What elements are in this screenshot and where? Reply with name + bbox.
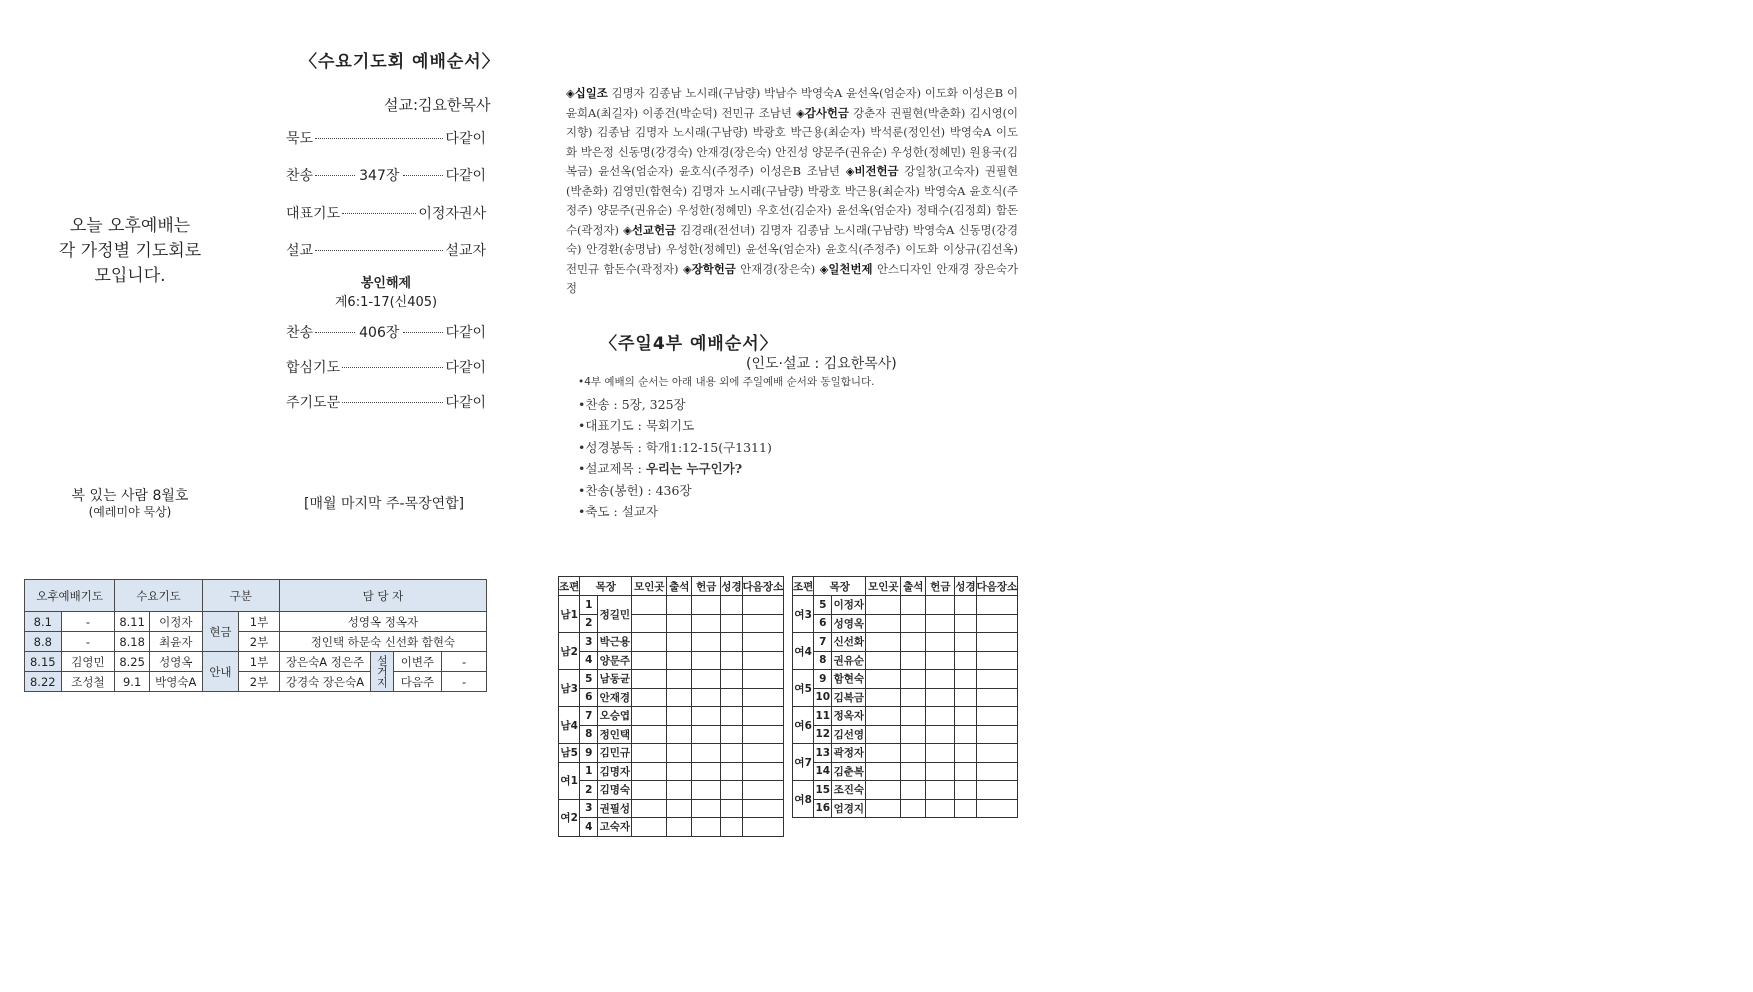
group-cell: 여8 (793, 781, 814, 818)
member-number: 15 (814, 781, 832, 800)
member-number: 11 (814, 707, 832, 726)
blank-cell (955, 614, 976, 633)
blank-cell (742, 651, 784, 670)
blank-cell (955, 744, 976, 763)
group-cell: 남2 (559, 633, 580, 670)
duty-header-afternoon-prayer: 오후예배기도 (25, 580, 115, 612)
member-number: 7 (814, 633, 832, 652)
blank-cell (692, 707, 721, 726)
sermon-title: 봉인해제 (360, 276, 412, 291)
blank-cell (742, 670, 784, 689)
table-row (793, 596, 1018, 615)
order-row-united-prayer: 합심기도 다같이 (286, 360, 486, 376)
blank-cell (955, 596, 976, 615)
blank-cell (692, 614, 721, 633)
offering-names: 안재경(장은숙) (740, 261, 816, 276)
blank-cell (692, 744, 721, 763)
blank-cell (692, 799, 721, 818)
blank-cell (976, 670, 1018, 689)
order-row-silent-prayer: 묵도 다같이 (286, 131, 486, 147)
sunday-item: •축도 : 설교자 (578, 504, 658, 519)
blank-cell (632, 614, 667, 633)
blank-cell (926, 651, 955, 670)
member-number: 1 (580, 762, 598, 781)
blank-cell (866, 781, 901, 800)
wednesday-sermon-by: 설교:김요한목사 (384, 96, 491, 114)
sunday-item: •찬송(봉헌) : 436장 (578, 482, 692, 498)
blank-cell (866, 651, 901, 670)
sunday-item: •대표기도 : 묵회기도 (578, 418, 695, 433)
blank-cell (667, 744, 692, 763)
blank-cell (632, 596, 667, 615)
member-number: 3 (580, 633, 598, 652)
offering-names: 김명자 김종남 노시래(구남량) 박남수 박영숙A 윤선옥(엄순자) 이도화 이성은B 이윤희A(최길자) 이종건(박순덕) 전민규 조남년 (566, 86, 1018, 120)
blank-cell (901, 799, 926, 818)
blank-cell (692, 633, 721, 652)
blank-cell (632, 762, 667, 781)
blank-cell (955, 633, 976, 652)
member-number: 6 (580, 688, 598, 707)
member-name: 곽정자 (832, 744, 866, 763)
blank-cell (742, 688, 784, 707)
blank-cell (742, 818, 784, 837)
blank-cell (742, 614, 784, 633)
blank-cell (901, 707, 926, 726)
blank-cell (667, 633, 692, 652)
attendance-header: 성경 (955, 577, 976, 596)
blank-cell (866, 670, 901, 689)
blank-cell (721, 596, 742, 615)
member-name: 김명숙 (598, 781, 632, 800)
member-name: 김선영 (832, 725, 866, 744)
member-number: 14 (814, 762, 832, 781)
blank-cell (866, 633, 901, 652)
blank-cell (976, 688, 1018, 707)
member-name: 성영옥 (832, 614, 866, 633)
member-name: 권필성 (598, 799, 632, 818)
blank-cell (926, 762, 955, 781)
blank-cell (926, 799, 955, 818)
member-name: 오승엽 (598, 707, 632, 726)
sermon-verse: 계6:1-17(신405) (334, 295, 438, 310)
blank-cell (926, 633, 955, 652)
table-row (559, 688, 784, 707)
blank-cell (866, 744, 901, 763)
table-row (559, 707, 784, 726)
blank-cell (901, 633, 926, 652)
table-row (793, 725, 1018, 744)
member-name: 김명자 (598, 762, 632, 781)
sunday-subtitle: (인도·설교 : 김요한목사) (746, 356, 897, 372)
blank-cell (742, 596, 784, 615)
blank-cell (632, 633, 667, 652)
member-number: 9 (814, 670, 832, 689)
blank-cell (926, 725, 955, 744)
blank-cell (721, 614, 742, 633)
blank-cell (742, 799, 784, 818)
attendance-header: 다음장소 (976, 577, 1018, 596)
group-cell: 남3 (559, 670, 580, 707)
sunday-title: 〈주일4부 예배순서〉 (600, 334, 778, 354)
member-name: 김복금 (832, 688, 866, 707)
attendance-table-right (792, 576, 1018, 818)
member-name: 신선화 (832, 633, 866, 652)
blessed-person-subtitle: (예레미야 묵상) (88, 505, 172, 519)
table-row (793, 651, 1018, 670)
member-number: 9 (580, 744, 598, 763)
attendance-header: 모인곳 (632, 577, 667, 596)
blank-cell (692, 762, 721, 781)
blank-cell (955, 725, 976, 744)
attendance-header: 성경 (721, 577, 742, 596)
group-cell: 여7 (793, 744, 814, 781)
blank-cell (901, 596, 926, 615)
blank-cell (976, 651, 1018, 670)
attendance-header: 모인곳 (866, 577, 901, 596)
member-name: 정옥자 (832, 707, 866, 726)
member-number: 8 (580, 725, 598, 744)
blank-cell (692, 725, 721, 744)
attendance-header: 출석 (667, 577, 692, 596)
blank-cell (667, 596, 692, 615)
table-row (559, 596, 784, 615)
blank-cell (976, 799, 1018, 818)
attendance-header: 조편 (559, 577, 580, 596)
blank-cell (901, 781, 926, 800)
blank-cell (632, 670, 667, 689)
blank-cell (901, 725, 926, 744)
blank-cell (901, 744, 926, 763)
member-number: 4 (580, 818, 598, 837)
blank-cell (721, 670, 742, 689)
sunday-note: •4부 예배의 순서는 아래 내용 외에 주일예배 순서와 동일합니다. (578, 376, 875, 388)
table-row (793, 633, 1018, 652)
table-row (559, 744, 784, 763)
table-row (793, 670, 1018, 689)
blank-cell (721, 818, 742, 837)
blank-cell (742, 762, 784, 781)
wednesday-title: 〈수요기도회 예배순서〉 (300, 52, 500, 72)
blank-cell (976, 781, 1018, 800)
blank-cell (742, 725, 784, 744)
sunday-item: •성경봉독 : 학개1:12-15(구1311) (578, 439, 772, 455)
member-name: 권유순 (832, 651, 866, 670)
offering-names: 김경래(전선녀) 김명자 김종남 노시래(구남량) 박영숙A 신동명(강경숙) 안경환(송명남) 우성한(정혜민) 윤선옥(엄순자) 윤호식(주정주) 이도화 이상규(김선옥) 전민규 함돈수(곽정자) (566, 222, 1019, 276)
blank-cell (721, 799, 742, 818)
member-number: 6 (814, 614, 832, 633)
member-name: 정인택 (598, 725, 632, 744)
order-row-lords-prayer: 주기도문 다같이 (286, 395, 486, 411)
table-row (559, 762, 784, 781)
blank-cell (742, 707, 784, 726)
blank-cell (866, 688, 901, 707)
blank-cell (632, 799, 667, 818)
blank-cell (955, 799, 976, 818)
blank-cell (926, 688, 955, 707)
blank-cell (866, 762, 901, 781)
blank-cell (976, 762, 1018, 781)
group-cell: 여6 (793, 707, 814, 744)
offering-names: 안스디자인 안재경 장은숙가정 (566, 261, 1019, 295)
attendance-header: 헌금 (692, 577, 721, 596)
duty-header-category: 구분 (202, 580, 279, 612)
offering-label: ◈감사헌금 (796, 105, 849, 120)
blank-cell (901, 688, 926, 707)
group-cell: 남5 (559, 744, 580, 763)
blank-cell (866, 707, 901, 726)
blank-cell (632, 818, 667, 837)
member-number: 10 (814, 688, 832, 707)
member-name: 양문주 (598, 651, 632, 670)
blank-cell (866, 799, 901, 818)
blank-cell (667, 707, 692, 726)
blank-cell (721, 688, 742, 707)
member-name: 고숙자 (598, 818, 632, 837)
blank-cell (976, 596, 1018, 615)
blank-cell (721, 781, 742, 800)
blank-cell (692, 670, 721, 689)
table-row (793, 762, 1018, 781)
sunday-item: •설교제목 : 우리는 누구인가? (578, 461, 743, 476)
member-name: 박근용 (598, 633, 632, 652)
sunday-item: •찬송 : 5장, 325장 (578, 396, 686, 412)
blank-cell (926, 614, 955, 633)
member-number: 2 (580, 614, 598, 633)
blank-cell (667, 614, 692, 633)
table-row: 8.8 - 8.18 최윤자 2부 정인택 하문숙 신선화 함현숙 (25, 632, 487, 652)
blank-cell (721, 651, 742, 670)
blessed-person-title: 복 있는 사람 8월호 (71, 488, 189, 504)
blank-cell (926, 781, 955, 800)
blank-cell (632, 744, 667, 763)
attendance-header: 헌금 (926, 577, 955, 596)
table-row (559, 670, 784, 689)
member-name: 정길민 (598, 596, 632, 633)
member-number: 4 (580, 651, 598, 670)
blank-cell (976, 725, 1018, 744)
table-row (793, 744, 1018, 763)
member-number: 7 (580, 707, 598, 726)
member-name: 김민규 (598, 744, 632, 763)
table-row: 8.22 조성철 9.1 박영숙A 2부 강경숙 장은숙A 다음주 - (25, 672, 487, 692)
table-row (559, 633, 784, 652)
blank-cell (721, 633, 742, 652)
blank-cell (721, 707, 742, 726)
afternoon-service-notice: 오늘 오후예배는 각 가정별 기도회로 모입니다. (58, 216, 202, 286)
order-row-hymn-1: 찬송 347장 다같이 (286, 168, 487, 184)
attendance-header: 다음장소 (742, 577, 784, 596)
attendance-header: 출석 (901, 577, 926, 596)
blank-cell (632, 688, 667, 707)
table-row: 8.1 - 8.11 이정자 현금 1부 성영옥 정옥자 (25, 612, 487, 632)
table-row (793, 688, 1018, 707)
member-name: 이정자 (832, 596, 866, 615)
group-cell: 여5 (793, 670, 814, 707)
order-row-sermon: 설교 설교자 (286, 243, 486, 259)
member-name: 조진숙 (832, 781, 866, 800)
blank-cell (632, 651, 667, 670)
offering-label: ◈일천번제 (819, 261, 873, 276)
blank-cell (667, 688, 692, 707)
blank-cell (955, 688, 976, 707)
member-number: 3 (580, 799, 598, 818)
blank-cell (976, 744, 1018, 763)
blank-cell (742, 744, 784, 763)
group-cell: 남1 (559, 596, 580, 633)
group-cell: 여2 (559, 799, 580, 836)
attendance-header: 목장 (814, 577, 866, 596)
group-offering: 현금 (202, 612, 239, 652)
blank-cell (926, 670, 955, 689)
member-number: 13 (814, 744, 832, 763)
table-row (559, 614, 784, 633)
blank-cell (976, 707, 1018, 726)
blank-cell (955, 762, 976, 781)
monthly-note: [매월 마지막 주-목장연합] (304, 496, 465, 512)
member-number: 5 (814, 596, 832, 615)
group-cell: 여4 (793, 633, 814, 670)
offering-label: ◈선교헌금 (623, 222, 676, 237)
offering-label: ◈십일조 (566, 86, 608, 100)
blank-cell (721, 725, 742, 744)
member-number: 1 (580, 596, 598, 615)
member-name: 김춘복 (832, 762, 866, 781)
blank-cell (692, 596, 721, 615)
table-row (793, 799, 1018, 818)
duty-header-persons: 담 당 자 (279, 580, 486, 612)
duty-table (24, 579, 487, 692)
table-row (559, 725, 784, 744)
order-row-representative-prayer: 대표기도 이정자권사 (286, 206, 486, 222)
blank-cell (901, 651, 926, 670)
blank-cell (976, 633, 1018, 652)
blank-cell (667, 799, 692, 818)
blank-cell (866, 596, 901, 615)
group-cell: 여3 (793, 596, 814, 633)
blank-cell (667, 670, 692, 689)
blank-cell (955, 651, 976, 670)
blank-cell (721, 762, 742, 781)
blank-cell (955, 670, 976, 689)
blank-cell (692, 781, 721, 800)
member-name: 함현숙 (832, 670, 866, 689)
blank-cell (667, 762, 692, 781)
blank-cell (926, 707, 955, 726)
table-row (793, 781, 1018, 800)
group-cell: 여1 (559, 762, 580, 799)
blank-cell (632, 725, 667, 744)
blank-cell (742, 781, 784, 800)
offering-list (566, 84, 1018, 299)
blank-cell (901, 670, 926, 689)
blank-cell (632, 707, 667, 726)
member-number: 8 (814, 651, 832, 670)
attendance-table-left (558, 576, 784, 837)
blank-cell (667, 781, 692, 800)
blank-cell (901, 762, 926, 781)
table-row (793, 707, 1018, 726)
offering-names: 강춘자 권필현(박춘화) 김시영(이지향) 김종남 김명자 노시래(구남량) 박광호 박근용(최순자) 박석룬(정인선) 박영숙A 이도화 박은정 신동명(강경숙) 안재경(장은숙) 안진성 양문주(권유순) 우성한(정혜민) 원용국(김복금) 윤선옥(엄순자) 윤호식(주정주) 이성은B 조남년 (566, 105, 1019, 178)
blank-cell (692, 688, 721, 707)
duty-header-wednesday-prayer: 수요기도 (115, 580, 202, 612)
member-number: 2 (580, 781, 598, 800)
blank-cell (667, 725, 692, 744)
member-number: 12 (814, 725, 832, 744)
blank-cell (632, 781, 667, 800)
group-setup: 설거지 (371, 652, 393, 692)
blank-cell (667, 818, 692, 837)
blank-cell (955, 707, 976, 726)
blank-cell (926, 744, 955, 763)
group-guide: 안내 (202, 652, 239, 692)
member-name: 엄경지 (832, 799, 866, 818)
member-number: 5 (580, 670, 598, 689)
table-row (793, 614, 1018, 633)
blank-cell (742, 633, 784, 652)
table-row (559, 818, 784, 837)
table-row (559, 781, 784, 800)
blank-cell (866, 725, 901, 744)
attendance-header: 조편 (793, 577, 814, 596)
blank-cell (926, 596, 955, 615)
offering-label: ◈비전헌금 (845, 164, 899, 178)
sunday-order-list (578, 372, 875, 523)
table-row (559, 651, 784, 670)
blank-cell (866, 614, 901, 633)
offering-names: 강일창(고숙자) 권필현(박춘화) 김영민(함현숙) 김명자 노시래(구남량) 박광호 박근용(최순자) 박영숙A 윤호식(주정주) 양문주(권유순) 우성한(정혜민) 우호선(김순자) 윤선옥(엄순자) 정태수(김정희) 함돈수(곽정자) (566, 164, 1019, 237)
table-row: 8.15 김영민 8.25 성영옥 안내 1부 장은숙A 정은주 설거지 이변주 - (25, 652, 487, 672)
blank-cell (667, 651, 692, 670)
group-cell: 남4 (559, 707, 580, 744)
member-number: 16 (814, 799, 832, 818)
member-name: 안재경 (598, 688, 632, 707)
table-row (559, 799, 784, 818)
blank-cell (692, 818, 721, 837)
attendance-header: 목장 (580, 577, 632, 596)
blank-cell (721, 744, 742, 763)
blank-cell (692, 651, 721, 670)
order-row-hymn-2: 찬송 406장 다같이 (286, 325, 487, 341)
blank-cell (955, 781, 976, 800)
member-name: 남동균 (598, 670, 632, 689)
blank-cell (976, 614, 1018, 633)
offering-label: ◈장학헌금 (682, 261, 736, 276)
blank-cell (901, 614, 926, 633)
